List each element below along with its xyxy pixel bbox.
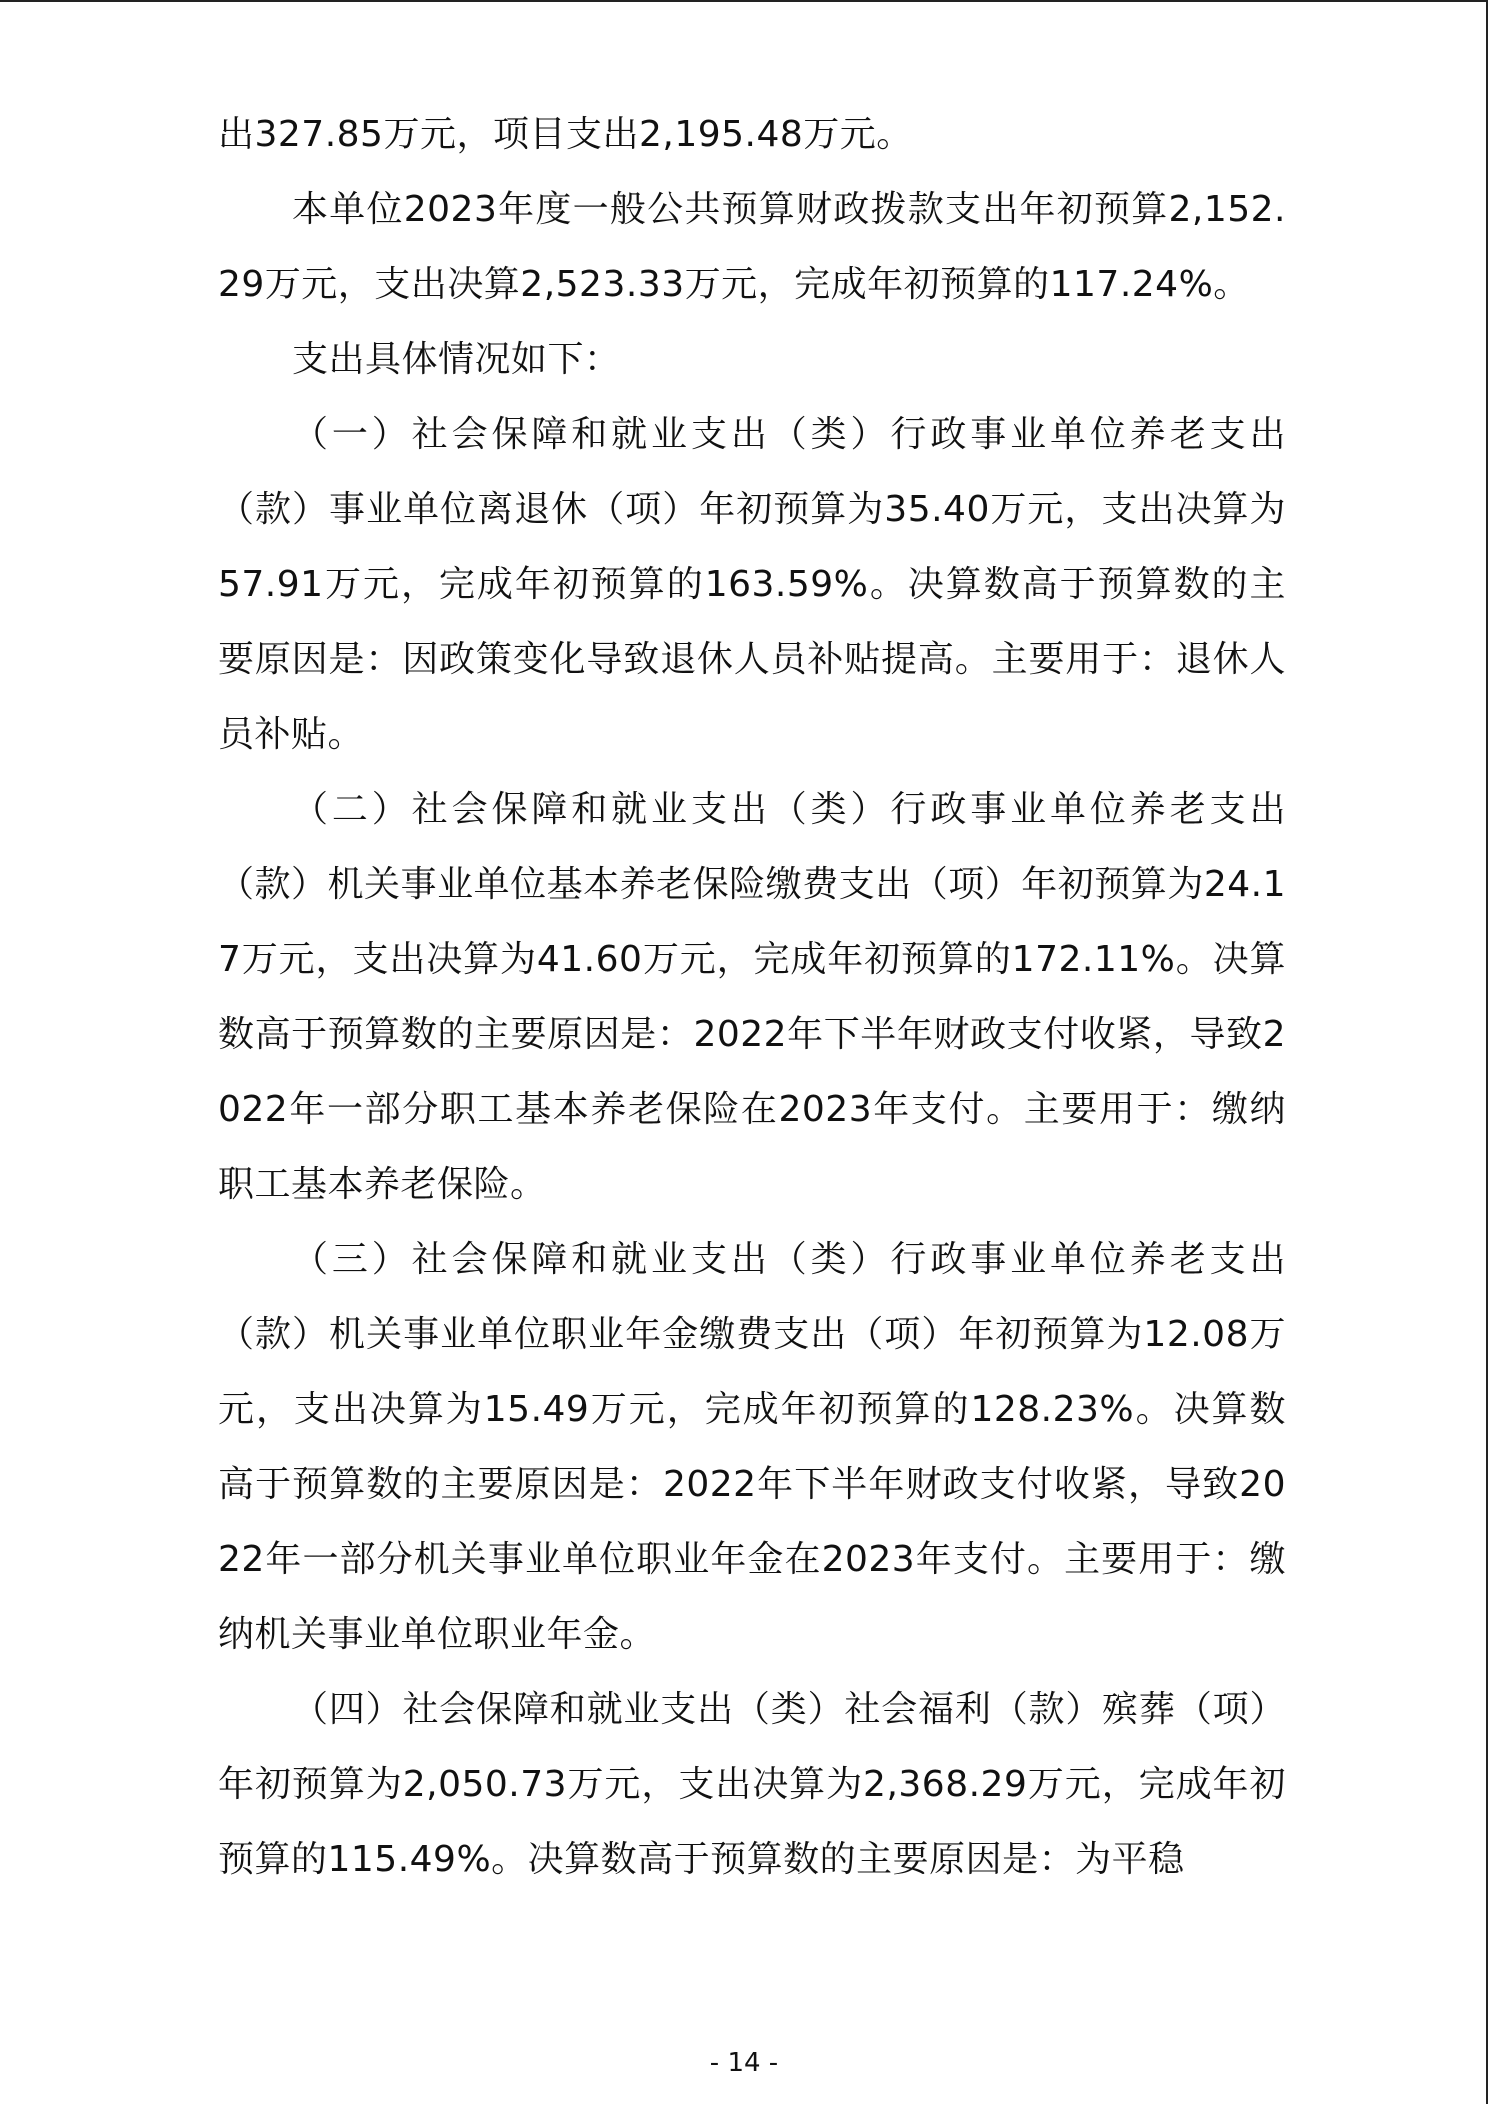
document-body xyxy=(218,97,1286,1897)
paragraph-continuation: 出327.85万元，项目支出2,195.48万元。 xyxy=(218,114,913,155)
paragraph-budget-summary: 本单位2023年度一般公共预算财政拨款支出年初预算2,152.29万元，支出决算2,523.33万元，完成年初预算的117.24%。 xyxy=(218,189,1286,305)
paragraph-details-heading: 支出具体情况如下： xyxy=(292,339,621,380)
page-number: - 14 - xyxy=(709,2048,779,2078)
paragraph-item-4: （四）社会保障和就业支出（类）社会福利（款）殡葬（项）年初预算为2,050.73万元，支出决算为2,368.29万元，完成年初预算的115.49%。决算数高于预算数的主要原因是：为平稳 xyxy=(218,1689,1286,1880)
paragraph-item-1: （一）社会保障和就业支出（类）行政事业单位养老支出（款）事业单位离退休（项）年初预算为35.40万元，支出决算为57.91万元，完成年初预算的163.59%。决算数高于预算数的主要原因是：因政策变化导致退休人员补贴提高。主要用于：退休人员补贴。 xyxy=(218,414,1286,755)
paragraph-item-3: （三）社会保障和就业支出（类）行政事业单位养老支出（款）机关事业单位职业年金缴费支出（项）年初预算为12.08万元，支出决算为15.49万元，完成年初预算的128.23%。决算数高于预算数的主要原因是：2022年下半年财政支付收紧，导致2022年一部分机关事业单位职业年金在2023年支付。主要用于：缴纳机关事业单位职业年金。 xyxy=(218,1239,1286,1655)
paragraph-item-2: （二）社会保障和就业支出（类）行政事业单位养老支出（款）机关事业单位基本养老保险缴费支出（项）年初预算为24.17万元，支出决算为41.60万元，完成年初预算的172.11%。决算数高于预算数的主要原因是：2022年下半年财政支付收紧，导致2022年一部分职工基本养老保险在2023年支付。主要用于：缴纳职工基本养老保险。 xyxy=(218,789,1286,1205)
